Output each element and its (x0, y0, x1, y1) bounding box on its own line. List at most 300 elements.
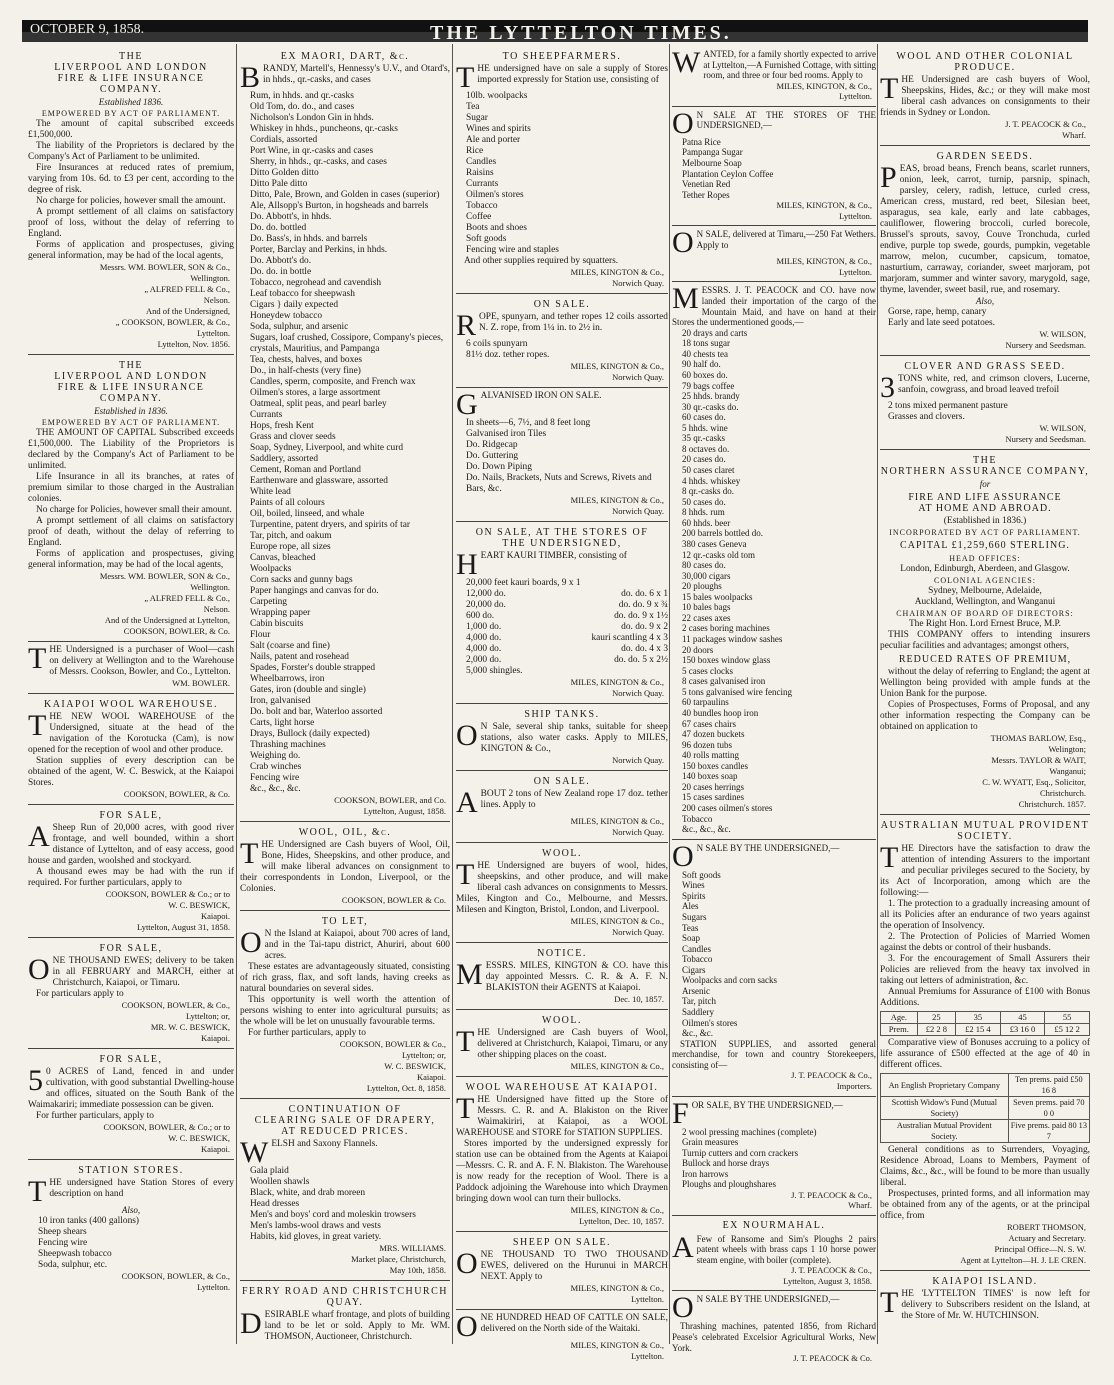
list-item: 150 boxes window glass (682, 655, 771, 666)
timber-spec: do. do. 4 x 3 (621, 644, 668, 654)
advertisement (456, 388, 668, 522)
list-item: Sheep shears (38, 1227, 87, 1237)
ad-agency-line: Sydney, Melbourne, Adelaide, (928, 586, 1042, 596)
list-item: Soap (682, 933, 700, 944)
ad-heading: EX MAORI, DART, &c. (280, 51, 410, 62)
ad-signature: Actuary and Secretary. (1008, 1233, 1086, 1243)
list-item: Soap, Sydney, Liverpool, and white curd (250, 443, 404, 453)
list-item: 40 chests tea (682, 348, 728, 359)
ad-signature: Nursery and Seedsman. (1005, 434, 1086, 444)
advertisement (456, 1077, 668, 1232)
ad-body (456, 1025, 668, 1061)
ad-signature: COOKSON, BOWLER, & Co. (123, 626, 230, 636)
advertisement (880, 450, 1090, 815)
ad-signature: W. WILSON, (1039, 423, 1086, 433)
drop-capital: O (240, 926, 262, 959)
ad-capital: CAPITAL £1,259,660 STERLING. (900, 540, 1070, 551)
ad-signature: Lyttelton, Dec. 10, 1857. (579, 1216, 664, 1226)
ad-signature: Lyttelton. (197, 328, 230, 338)
list-item: 8 hhds. rum (682, 507, 725, 518)
list-item: 79 bags coffee (682, 380, 735, 391)
ad-signature: COOKSON, BOWLER & Co., (339, 1039, 446, 1049)
list-item: 50 cases claret (682, 465, 735, 475)
ad-signature: Kaiapoi. (200, 1144, 230, 1154)
ad-subheading: Also, (121, 1205, 141, 1215)
list-item: Do. bolt and bar, Waterloo assorted (250, 707, 383, 717)
ad-signature: Market place, Christchurch, (351, 1254, 446, 1264)
ad-body-text: NE THOUSAND TO TWO THOUSAND EWES, delivered on the Hurunui in MARCH NEXT. Apply to (480, 1250, 668, 1282)
ad-body-text: N SALE AT THE STORES OF THE UNDERSIGNED,— (696, 109, 876, 131)
list-item: Pampanga Sugar (682, 147, 743, 158)
advertisement (672, 1097, 876, 1217)
ad-heading: WOOL AND OTHER COLONIAL PRODUCE. (896, 51, 1074, 73)
ad-heading: WOOL, OIL, &c. (298, 827, 392, 838)
ad-signature: J. T. PEACOCK & Co., (791, 1070, 872, 1081)
list-item: Venetian Red (682, 179, 731, 190)
advertisement (456, 1232, 668, 1310)
list-item: Oatmeal, split peas, and pearl barley (250, 399, 387, 409)
drop-capital: B (240, 61, 261, 94)
ad-signature: W. C. BESWICK, (168, 900, 230, 910)
ad-agency-line: Auckland, Wellington, and Wanganui (914, 597, 1056, 607)
ad-subheading: Established in 1836. (94, 406, 168, 416)
ad-paragraph: Gorse, rape, hemp, canary (888, 307, 987, 317)
ad-heading: WOOL. (542, 848, 582, 859)
premium-table (880, 1011, 1090, 1036)
list-item: Spirits (682, 890, 706, 901)
ad-body-text: HE undersigned have Station Stores of every description on hand (49, 1178, 234, 1199)
table-cell: Seven prems. paid 70 0 0 (1008, 1097, 1089, 1120)
advertisement (28, 694, 234, 805)
timber-spec: do. do. 9 x 1½ (614, 611, 668, 621)
drop-capital: D (240, 1307, 262, 1340)
table-cell: £5 12 2 (1045, 1024, 1090, 1036)
ad-paragraph: Stores imported by the undersigned expressly for station use can be obtained from the Agents at Kaiapoi—Messrs. C. R. and A. F. N. Blakiston. The Warehouse is now ready for the reception of Wool. There is a Paddock adjoining the Warehouse into which Draymen bringing down wool can turn their bullocks. (456, 1139, 668, 1204)
ad-body-text: HE Undersigned are buyers of wool, hides, sheepskins, and other produce, and will make liberal cash advances on consignments to Messrs. Miles, Kington and Co., Melbourne, and Messrs. Milesen and Kington, Bristol, London, and Liverpool. (456, 861, 668, 915)
ad-signature: Lyttelton. (839, 91, 872, 102)
list-item: 81½ doz. tether ropes. (466, 350, 550, 360)
list-item: Nicholson's London Gin in hhds. (250, 113, 374, 123)
timber-qty: 600 do. (466, 611, 495, 621)
ad-body-text: NE THOUSAND EWES; delivery to be taken in all FEBRUARY and MARCH, either at Christchurch, Kaiapoi, or Timaru. (52, 956, 234, 988)
list-item: Nails, patent and rosehead (250, 652, 349, 662)
ad-paragraph: These estates are advantageously situated, consisting of rich grass, flax, and soft lands, having creeks as natural boundaries on several sides. (240, 962, 450, 994)
list-item: 60 boxes do. (682, 369, 728, 380)
list-item: Soda, sulphur, etc. (38, 1260, 108, 1270)
list-item: Whiskey in hhds., puncheons, qr.-casks (250, 124, 398, 134)
ad-signature: MILES, KINGTON & Co., (570, 1061, 664, 1071)
drop-capital: T (456, 1025, 475, 1058)
ad-body-text: ALVANISED IRON ON SALE. (480, 391, 602, 401)
ad-offices: London, Edinburgh, Aberdeen, and Glasgow. (900, 564, 1070, 574)
list-item: Do., in half-chests (very fine) (250, 366, 361, 376)
list-item: Tether Ropes (682, 189, 730, 200)
ad-body (28, 953, 234, 989)
list-item: Do. Down Piping (466, 462, 532, 472)
list-item: Crab winches (250, 762, 302, 772)
list-item: 20 cases herrings (682, 781, 744, 792)
timber-qty: 20,000 feet kauri boards, 9 x 1 (466, 578, 581, 588)
ad-signature: Christchurch. (1039, 788, 1086, 798)
list-item: Bullock and horse drays (682, 1158, 770, 1169)
ad-paragraph: Life Insurance in all its branches, at rates of premium similar to those charged in the Australian colonies. (28, 472, 234, 504)
table-cell: Ten prems. paid £50 16 8 (1008, 1074, 1089, 1097)
ad-heading: FOR SALE, (99, 810, 163, 821)
advertisement (880, 46, 1090, 146)
drop-capital: T (880, 1286, 899, 1319)
list-item: 6 coils spunyarn (466, 339, 528, 349)
list-item: Cement, Roman and Portland (250, 465, 361, 475)
ad-signature: Lyttelton; or, (401, 1050, 446, 1060)
list-item: Do. do. bottled (250, 223, 307, 233)
timber-qty: 12,000 do. (466, 589, 506, 599)
list-item: Salt (coarse and fine) (250, 641, 330, 651)
advertisement (28, 938, 234, 1049)
ad-paragraph: And other supplies required by squatters. (464, 256, 619, 266)
ad-signature: MRS. WILLIAMS. (379, 1243, 446, 1253)
list-item: 35 qr.-casks (682, 433, 725, 444)
advertisement (672, 226, 876, 282)
ad-signature: „ COOKSON, BOWLER, & Co., (115, 317, 230, 327)
drop-capital: T (28, 642, 47, 675)
list-item: Cigars } daily expected (250, 300, 339, 310)
list-item: Tar, pitch (682, 996, 716, 1007)
list-item: 5 hhds. wine (682, 422, 728, 433)
advertisement (456, 1010, 668, 1077)
list-item: Wines (682, 880, 705, 891)
list-item: Ditto, Pale, Brown, and Golden in cases (superior) (250, 190, 440, 200)
ad-body (880, 1286, 1090, 1322)
list-item: Plantation Ceylon Coffee (682, 168, 774, 179)
ad-heading: KAIAPOI ISLAND. (932, 1276, 1038, 1287)
ad-heading: KAIAPOI WOOL WAREHOUSE. (43, 699, 219, 710)
advertisement (672, 1291, 876, 1367)
ad-body-text: Few of Ransome and Sim's Ploughs 2 pairs patent wheels with brass caps 1 10 horse power steam engine, with boiler (complete). (696, 1233, 876, 1265)
list-item: Wrapping paper (250, 608, 311, 618)
list-item: Weighing do. (250, 751, 301, 761)
ad-signature: ROBERT THOMSON, (1007, 1222, 1086, 1232)
list-item: Carpeting (250, 597, 287, 607)
ad-signature: Norwich Quay. (612, 372, 664, 382)
list-item: 12 qr.-casks old tom (682, 549, 755, 560)
ad-signature: Lyttelton. (197, 1282, 230, 1292)
ad-body (672, 1230, 876, 1266)
table-cell: Age. (881, 1012, 918, 1024)
ad-signature: Wellington. (190, 273, 230, 283)
ad-body (28, 642, 234, 678)
drop-capital: O (456, 1247, 478, 1280)
ad-signature: Kaiapoi. (200, 1033, 230, 1043)
ad-paragraph: Early and late seed potatoes. (888, 318, 995, 328)
ad-signature: Lyttelton, Oct. 8, 1858. (366, 1083, 446, 1093)
list-item: Do. Abbott's do. (250, 256, 312, 266)
advertisement (880, 356, 1090, 450)
ad-body (672, 1096, 876, 1130)
list-item: Turnip cutters and corn crackers (682, 1147, 799, 1158)
list-item: Oil, boiled, linseed, and whale (250, 509, 365, 519)
timber-qty: 2,000 do. (466, 655, 502, 665)
ad-signature: Kaiapoi. (416, 1072, 446, 1082)
list-item: 140 boxes soap (682, 771, 738, 782)
ad-heading: ON SALE. (533, 776, 591, 787)
list-item: 47 dozen buckets (682, 729, 745, 740)
list-item: Grain measures (682, 1137, 739, 1148)
list-item: Tar, pitch, and oakum (250, 531, 332, 541)
ad-signature: Lyttelton. (839, 210, 872, 221)
table-cell: 55 (1045, 1012, 1090, 1024)
list-item: Melbourne Soap (682, 157, 742, 168)
drop-capital: T (456, 61, 475, 94)
list-item: 5 cases clocks (682, 665, 733, 676)
bonus-comparison-table (880, 1073, 1090, 1143)
list-item: Wines and spirits (466, 124, 531, 134)
ad-body-text: ANTED, for a family shortly expected to arrive at Lyttelton,—A Furnished Cottage, with sitting room, and three or four bed rooms. Apply to (703, 49, 876, 81)
ad-paragraph: 2 tons mixed permanent pasture (888, 401, 1008, 411)
ad-caps: CHAIRMAN OF BOARD OF DIRECTORS: (896, 609, 1074, 618)
ad-body (28, 709, 234, 756)
list-item: Wheelbarrows, iron (250, 674, 325, 684)
ad-signature: Norwich Quay. (612, 278, 664, 288)
drop-capital: 5 (28, 1064, 43, 1097)
ad-signature: „ ALFRED FELL & Co., (144, 593, 230, 603)
timber-spec: do. do. 6 x 1 (621, 589, 668, 599)
list-item: 20 ploughs (682, 581, 722, 592)
ad-body (456, 1092, 668, 1139)
list-item: 20 doors (682, 644, 714, 655)
list-item: Do. Nails, Brackets, Nuts and Screws, Rivets and Bars, &c. (466, 473, 652, 494)
list-item: Tea (466, 102, 480, 112)
ad-body (456, 958, 668, 994)
list-item: Honeydew tobacco (250, 311, 323, 321)
list-item: 18 tons sugar (682, 338, 730, 349)
table-cell: An English Proprietary Company (881, 1074, 1009, 1097)
list-item: Woolpacks and corn sacks (682, 975, 777, 986)
list-item: 8 qr.-casks do. (682, 486, 734, 497)
list-item: Do. do. in bottle (250, 267, 312, 277)
ad-heading: FOR SALE, (99, 943, 163, 954)
ad-body-text: HE 'LYTTELTON TIMES' is now left for delivery to Subscribers resident on the Island, at the Store of Mr. W. HUTCHINSON. (901, 1289, 1090, 1321)
list-item: 10 bales bags (682, 602, 731, 613)
advertisement (28, 805, 234, 938)
advertisement (672, 282, 876, 839)
list-item: Coffee (466, 212, 492, 222)
ad-heading: SHIP TANKS. (524, 709, 600, 720)
list-item: 40 bundles hoop iron (682, 707, 759, 718)
drop-capital: R (456, 309, 477, 342)
column-5 (880, 46, 1090, 1376)
drop-capital: A (456, 786, 478, 819)
table-cell: 45 (1000, 1012, 1045, 1024)
ad-heading: GARDEN SEEDS. (936, 151, 1034, 162)
list-item: 30,000 cigars (682, 570, 731, 581)
drop-capital: H (456, 548, 478, 581)
list-item: 30 qr.-casks do. (682, 401, 739, 412)
advertisement (456, 294, 668, 388)
column-rule (877, 44, 878, 1344)
list-item: Black, white, and drab moreen (250, 1188, 366, 1198)
ad-paragraph: Grasses and clovers. (888, 412, 965, 422)
ad-body-text: 0 ACRES of Land, fenced in and under cultivation, with good substantial Dwelling-house and offices, situated on the South Bank of the Waimakariri; immediate possession can be given. (28, 1067, 234, 1110)
ad-paragraph: 3. For the encouragement of Small Assurers their Policies are relieved from the heavy tax involved in taking out letters of administration, &c. (880, 954, 1090, 986)
ad-signature: MILES, KINGTON & Co., (570, 816, 664, 826)
list-item: In sheets—6, 7½, and 8 feet long (466, 418, 591, 428)
list-item: Ditto Golden ditto (250, 168, 319, 178)
ad-signature: Nelson. (203, 604, 230, 614)
ad-body-text: HE Undersigned have fitted up the Store of Messrs. C. R. and A. Blakiston on the River Waimakiriri, at Kaiapoi, as a WOOL WAREHOUSE and STORE for STATION SUPPLIES. (456, 1095, 668, 1138)
ad-paragraph: For further particulars, apply to (36, 1111, 154, 1121)
ad-signature: J. T. PEACOCK & Co., (1005, 119, 1086, 129)
ad-paragraph: A prompt settlement of all claims on satisfactory proof of loss, without the delay of referring to England. (28, 207, 234, 239)
advertisement (880, 1271, 1090, 1326)
ad-body-text: HE Undersigned are Cash buyers of Wool, delivered at Christchurch, Kaiapoi, Timaru, or any other shipping places on the coast. (477, 1028, 668, 1060)
list-item: 8 octaves do. (682, 443, 730, 454)
ad-signature: Norwich Quay. (612, 506, 664, 516)
list-item: 15 bales woolpacks (682, 591, 753, 602)
advertisement (456, 843, 668, 943)
ad-body-text: ESSRS. J. T. PEACOCK and CO. have now landed their importation of the cargo of the Mountain Maid, and have on hand at their Stores the undermentioned goods,— (672, 285, 876, 328)
ad-body (456, 1310, 668, 1343)
list-item: Carts, light horse (250, 718, 315, 728)
advertisement (672, 46, 876, 107)
ad-body (672, 226, 876, 260)
list-item: Oilmen's stores (466, 190, 524, 200)
ad-signature: Lyttelton. (631, 1351, 664, 1361)
list-item: Oilmen's stores (682, 1017, 738, 1028)
ad-paragraph: THE AMOUNT OF CAPITAL Subscribed exceeds £1,500,000. The Liability of the Proprietors is declared by the Company's Act of Parliament to be unlimited. (28, 428, 234, 471)
ad-paragraph: Forms of application and prospectuses, giving general information, may be had of the local agents, (28, 549, 234, 570)
list-item: Ploughs and ploughshares (682, 1179, 776, 1190)
list-item: Sugar (466, 113, 488, 123)
list-item: Flour (250, 630, 271, 640)
list-item: Cigars (682, 964, 706, 975)
list-item: Europe rope, all sizes (250, 542, 331, 552)
timber-row (456, 578, 668, 589)
list-item: Habits, kid gloves, in great variety. (250, 1232, 382, 1242)
ad-signature: Lyttelton; or, (185, 1011, 230, 1021)
drop-capital: O (672, 106, 694, 140)
list-item: Candles (466, 157, 497, 167)
ad-signature: COOKSON, BOWLER & Co.; or to (105, 889, 230, 899)
advertisement (456, 771, 668, 843)
list-item: 50 cases do. (682, 496, 726, 507)
ad-signature: Nelson. (203, 295, 230, 305)
timber-row (456, 666, 668, 677)
ad-body-text: N SALE BY THE UNDERSIGNED,— (696, 1294, 840, 1305)
ad-signature: W. WILSON, (1039, 329, 1086, 339)
ad-body (456, 786, 668, 819)
advertisement (240, 1099, 450, 1281)
list-item: Fencing wire and staples (466, 245, 559, 255)
ad-heading: SHEEP ON SALE. (512, 1237, 612, 1248)
list-item: Woolpacks (250, 564, 292, 574)
ad-paragraph: For further particulars, apply to (248, 1028, 366, 1038)
ad-body (672, 1291, 876, 1325)
ad-body-text: N Sale, several ship tanks, suitable for sheep stations, also water casks. Apply to MILES, KINGTON & Co., (480, 722, 668, 754)
ad-signature: J. T. PEACOCK & Co., (791, 1265, 872, 1276)
ad-body-text: BOUT 2 tons of New Zealand rope 17 doz. tether lines. Apply to (480, 789, 668, 810)
ad-caps: INCORPORATED BY ACT OF PARLIAMENT. (889, 528, 1081, 537)
advertisement (28, 46, 234, 355)
table-cell: 35 (956, 1012, 1001, 1024)
ad-body (456, 719, 668, 755)
list-item: Ale and porter (466, 135, 521, 145)
ad-paragraph: For particulars apply to (36, 989, 124, 999)
ad-signature: THOMAS BARLOW, Esq., (990, 733, 1086, 743)
ad-signature: Lyttelton, August, 1858. (363, 806, 446, 816)
ad-heading: WOOL WAREHOUSE AT KAIAPOI. (465, 1082, 659, 1093)
timber-qty: 1,000 do. (466, 622, 502, 632)
list-item: Ditto Pale ditto (250, 179, 308, 189)
advertisement (28, 1160, 234, 1297)
list-item: Canvas, bleached (250, 553, 316, 563)
table-row (881, 1074, 1090, 1097)
ad-heading: CONTINUATION OF CLEARING SALE OF DRAPERY, AT REDUCED PRICES. (254, 1104, 436, 1137)
ad-signature: And of the Undersigned at Lyttelton, (104, 615, 230, 625)
ad-body (456, 548, 668, 581)
ad-heading: EX NOURMAHAL. (722, 1220, 826, 1231)
ad-heading: NOTICE. (537, 948, 587, 959)
table-cell: Australian Mutual Provident Society. (881, 1120, 1009, 1143)
ad-body (28, 820, 234, 867)
list-item: 20 cases do. (682, 454, 726, 465)
drop-capital: T (880, 72, 899, 105)
column-4 (672, 46, 876, 1376)
ad-body (240, 1136, 450, 1169)
ad-paragraph: The liability of the Proprietors is declared by the Company's Act of Parliament to be unlimited. (28, 141, 234, 162)
ad-paragraph: No charge for Policies, however small their amount. (36, 505, 232, 515)
premium-table-prem-row (881, 1024, 1090, 1036)
timber-row (456, 644, 668, 655)
ad-heading: TO LET, (321, 916, 369, 927)
advertisement (880, 815, 1090, 1271)
drop-capital: M (456, 958, 483, 991)
list-item: 22 cases axes (682, 612, 731, 623)
timber-row (456, 600, 668, 611)
ad-body (672, 46, 876, 81)
ad-body-text: HE undersigned have on sale a supply of Stores imported expressly for Station use, consisting of (477, 64, 668, 85)
masthead-date: OCTOBER 9, 1858. (30, 22, 145, 37)
column-rule (236, 44, 237, 1344)
ad-paragraph: A thousand ewes may be had with the run if required. For further particulars, apply to (28, 867, 234, 888)
ad-heading: TO SHEEPFARMERS. (502, 51, 622, 62)
ad-paragraph: Annual Premiums for Assurance of £100 with Bonus Additions. (880, 987, 1090, 1008)
ad-body (28, 1064, 234, 1111)
ad-paragraph: 1. The protection to a gradually increasing amount of all its Policies after an endurance of two years against the operation of Insolvency. (880, 899, 1090, 931)
list-item: Thrashing machines (250, 740, 326, 750)
list-item: Turpentine, patent dryers, and spirits of tar (250, 520, 411, 530)
ad-signature: MILES, KINGTON & Co., (570, 1205, 664, 1215)
ad-signature: Lyttelton, August 3, 1858. (783, 1275, 872, 1286)
advertisement (672, 1216, 876, 1291)
ad-paragraph: No charge for policies, however small the amount. (36, 196, 226, 206)
list-item: Cabin biscuits (250, 619, 304, 629)
drop-capital: G (456, 388, 478, 421)
ad-body (456, 858, 668, 916)
list-item: Iron harrows (682, 1168, 729, 1179)
list-item: Tobacco (466, 201, 498, 211)
ad-signature: Norwich Quay. (612, 688, 664, 698)
ad-chairman: The Right Hon. Lord Ernest Bruce, M.P. (908, 619, 1062, 629)
ad-body (28, 1175, 234, 1208)
ad-heading: THE LIVERPOOL AND LONDON FIRE & LIFE INSURANCE COMPANY. (54, 360, 208, 404)
ad-heading: REDUCED RATES OF PREMIUM, (898, 654, 1072, 665)
table-cell: Prem. (881, 1024, 918, 1036)
advertisement (240, 1281, 450, 1347)
ad-body (240, 1307, 450, 1343)
list-item: Rum, in hhds. and qr.-casks (250, 91, 354, 101)
list-item: 4 hhds. whiskey (682, 475, 741, 486)
ad-body (672, 839, 876, 873)
